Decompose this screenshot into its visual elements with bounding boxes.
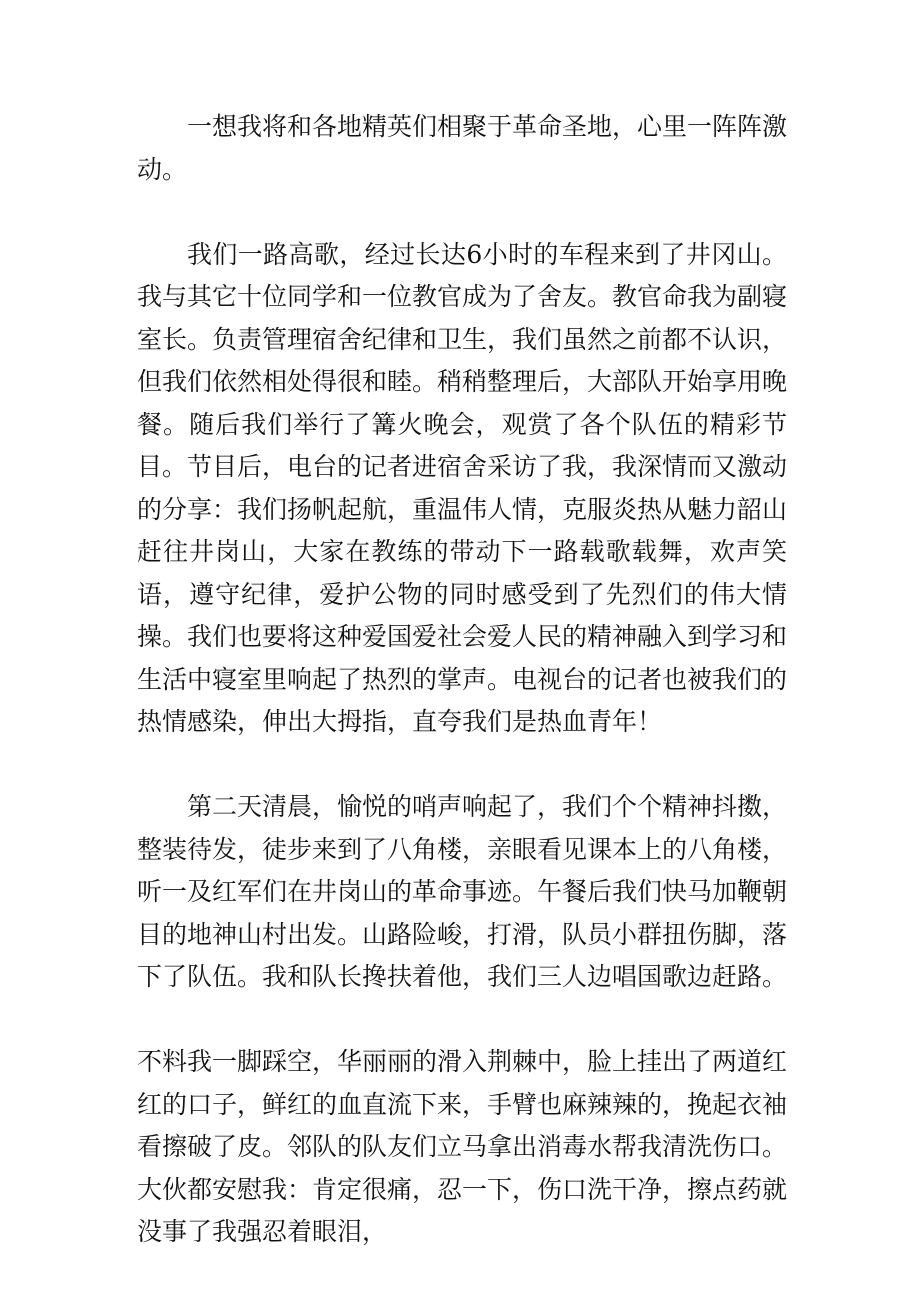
document-body (137, 106, 787, 1254)
paragraph-gap (137, 191, 787, 234)
paragraph-4: 不料我一脚踩空，华丽丽的滑入荆棘中，脸上挂出了两道红红的口子，鲜红的血直流下来，手臂也麻辣辣的，挽起衣袖看擦破了皮。邻队的队友们立马拿出消毒水帮我清洗伤口。大伙都安慰我：肯定很痛，忍一下，伤口洗干净，擦点药就没事了我强忍着眼泪， (137, 1047, 788, 1246)
paragraph-gap (137, 999, 787, 1042)
paragraph-2: 我们一路高歌，经过长达6小时的车程来到了井冈山。我与其它十位同学和一位教官成为了舍友。教官命我为副寝室长。负责管理宿舍纪律和卫生，我们虽然之前都不认识，但我们依然相处得很和睦。稍稍整理后，大部队开始享用晚餐。随后我们举行了篝火晚会，观赏了各个队伍的精彩节目。节目后，电台的记者进宿舍采访了我，我深情而又激动的分享：我们扬帆起航，重温伟人情，克服炎热从魅力韶山赶往井岗山，大家在教练的带动下一路载歌载舞，欢声笑语，遵守纪律，爱护公物的同时感受到了先烈们的伟大情操。我们也要将这种爱国爱社会爱人民的精神融入到学习和生活中寝室里响起了热烈的掌声。电视台的记者也被我们的热情感染，伸出大拇指，直夸我们是热血青年！ (137, 239, 788, 736)
paragraph-1: 一想我将和各地精英们相聚于革命圣地，心里一阵阵激动。 (137, 112, 788, 184)
paragraph-gap (137, 744, 787, 787)
paragraph-3: 第二天清晨，愉悦的哨声响起了，我们个个精神抖擞，整装待发，徒步来到了八角楼，亲眼看见课本上的八角楼，听一及红军们在井岗山的革命事迹。午餐后我们快马加鞭朝目的地神山村出发。山路险峻，打滑，队员小群扭伤脚，落下了队伍。我和队长搀扶着他，我们三人边唱国歌边赶路。 (137, 792, 788, 991)
